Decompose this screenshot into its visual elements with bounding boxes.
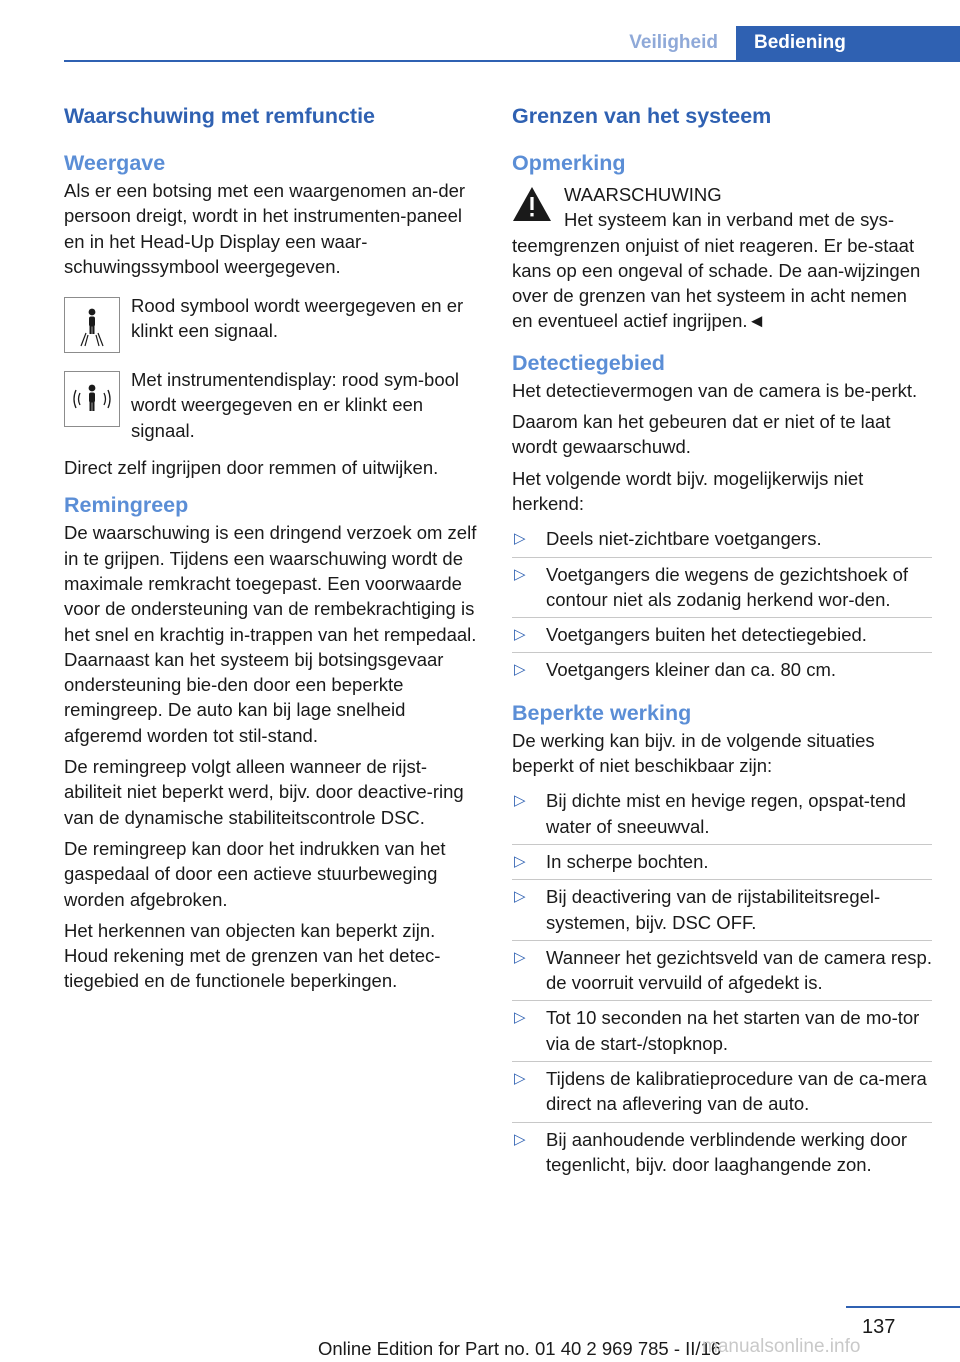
list-item: ▷ Voetgangers die wegens de gezichtshoek of contour niet als zodanig herkend wor-den. <box>512 558 932 619</box>
warning-first-line: Het systeem kan in verband met de sys- <box>564 209 895 231</box>
section-title-grenzen: Grenzen van het systeem <box>512 104 772 128</box>
right-column <box>512 100 932 1190</box>
triangle-bullet-icon: ▷ <box>514 1130 526 1148</box>
heading-remingreep: Remingreep <box>64 493 189 518</box>
detectie-list <box>512 522 932 687</box>
triangle-bullet-icon: ▷ <box>514 626 526 644</box>
watermark: manualsonline.info <box>702 1336 861 1357</box>
edition-note: Online Edition for Part no. 01 40 2 969 785 - II/16 <box>318 1338 722 1359</box>
remingreep-paragraph-3: De remingreep kan door het indrukken van het gaspedaal of door een actieve stuurbeweging worden afgebroken. <box>64 837 446 910</box>
heading-opmerking: Opmerking <box>512 151 626 175</box>
remingreep-paragraph-4: Het herkennen van objecten kan beperkt zijn. Houd rekening met de grenzen van het detec-tiegebied en de functionele beperkingen. <box>64 919 441 992</box>
heading-beperkte-werking: Beperkte werking <box>512 700 692 725</box>
tab-bediening[interactable]: Bediening <box>736 26 960 60</box>
detectie-paragraph-1: Het detectievermogen van de camera is be-perkt. <box>512 379 918 401</box>
icon-row-instrument-display <box>64 367 480 443</box>
warning-text: teemgrenzen onjuist of niet reageren. Er be-staat kans op een ongeval of schade. De aan-wijzingen over de grenzen van het systeem in acht nemen en eventueel actief ingrijpen.◄ <box>512 234 921 332</box>
beperkt-paragraph: De werking kan bijv. in de volgende situaties beperkt of niet beschikbaar zijn: <box>512 729 875 777</box>
list-item: ▷ Deels niet-zichtbare voetgangers. <box>512 522 932 557</box>
heading-detectiegebied: Detectiegebied <box>512 350 665 375</box>
warning-title: WAARSCHUWING <box>564 184 722 205</box>
list-item: ▷ Tot 10 seconden na het starten van de mo-tor via de start-/stopknop. <box>512 1001 932 1062</box>
pedestrian-sound-warning-icon <box>64 371 120 427</box>
triangle-bullet-icon: ▷ <box>514 792 526 810</box>
list-item: ▷ Tijdens de kalibratieprocedure van de ca-mera direct na aflevering van de auto. <box>512 1062 932 1123</box>
triangle-bullet-icon: ▷ <box>514 852 526 870</box>
list-item: ▷ Bij deactivering van de rijstabiliteitsregel-systemen, bijv. DSC OFF. <box>512 880 932 941</box>
weergave-action: Direct zelf ingrijpen door remmen of uitwijken. <box>64 457 439 479</box>
list-item: ▷ Bij aanhoudende verblindende werking door tegenlicht, bijv. door laaghangende zon. <box>512 1123 932 1183</box>
pedestrian-warning-icon <box>64 297 120 353</box>
beperkt-list <box>512 784 932 1182</box>
triangle-bullet-icon: ▷ <box>514 948 526 966</box>
icon-row-red-symbol <box>64 293 480 353</box>
remingreep-paragraph-1: De waarschuwing is een dringend verzoek om zelf in te grijpen. Tijdens een waarschuwing wordt de maximale remkracht toegepast. Een voorwaarde voor de ondersteuning van de rembekrachtiging is het snel en krachtig in-trappen van het rempedaal. Daarnaast kan het systeem bij botsingsgevaar ondersteuning bie-den door een beperkte remingreep. De auto kan bij lage snelheid afgeremd worden tot stil-stand. <box>64 522 477 746</box>
remingreep-paragraph-2: De remingreep volgt alleen wanneer de rijst-abiliteit niet beperkt werd, bijv. door deactive-ring van de dynamische stabiliteitscontrole DSC. <box>64 756 464 828</box>
list-item: ▷ Voetgangers kleiner dan ca. 80 cm. <box>512 653 932 687</box>
list-item: ▷ Voetgangers buiten het detectiegebied. <box>512 618 932 653</box>
section-title-waarschuwing: Waarschuwing met remfunctie <box>64 104 376 128</box>
icon-description-1: Rood symbool wordt weergegeven en er klinkt een signaal. <box>131 295 464 342</box>
triangle-bullet-icon: ▷ <box>514 530 526 548</box>
list-item: ▷ Bij dichte mist en hevige regen, opspat-tend water of sneeuwval. <box>512 784 932 845</box>
triangle-bullet-icon: ▷ <box>514 661 526 679</box>
warning-block <box>512 182 932 233</box>
heading-weergave: Weergave <box>64 151 166 175</box>
header-rule <box>64 60 960 62</box>
list-item: ▷ Wanneer het gezichtsveld van de camera resp. de voorruit vervuild of afgedekt is. <box>512 941 932 1002</box>
triangle-bullet-icon: ▷ <box>514 888 526 906</box>
icon-description-2: Met instrumentendisplay: rood sym-bool wordt weergegeven en er klinkt een signaal. <box>131 369 460 441</box>
tab-veiligheid[interactable]: Veiligheid <box>611 26 736 60</box>
triangle-bullet-icon: ▷ <box>514 565 526 583</box>
footer-rule <box>846 1306 960 1308</box>
triangle-bullet-icon: ▷ <box>514 1070 526 1088</box>
header-tabs <box>611 26 960 60</box>
weergave-paragraph: Als er een botsing met een waargenomen an-der persoon dreigt, wordt in het instrumenten-paneel en in het Head-Up Display een waar-schuwingssymbool weergegeven. <box>64 180 466 277</box>
list-item: ▷ In scherpe bochten. <box>512 845 932 880</box>
left-column <box>64 100 480 1000</box>
triangle-bullet-icon: ▷ <box>514 1009 526 1027</box>
warning-triangle-icon <box>512 186 552 222</box>
page-number: 137 <box>862 1316 896 1338</box>
detectie-paragraph-3: Het volgende wordt bijv. mogelijkerwijs niet herkend: <box>512 467 864 514</box>
detectie-paragraph-2: Daarom kan het gebeuren dat er niet of te laat wordt gewaarschuwd. <box>512 411 891 458</box>
